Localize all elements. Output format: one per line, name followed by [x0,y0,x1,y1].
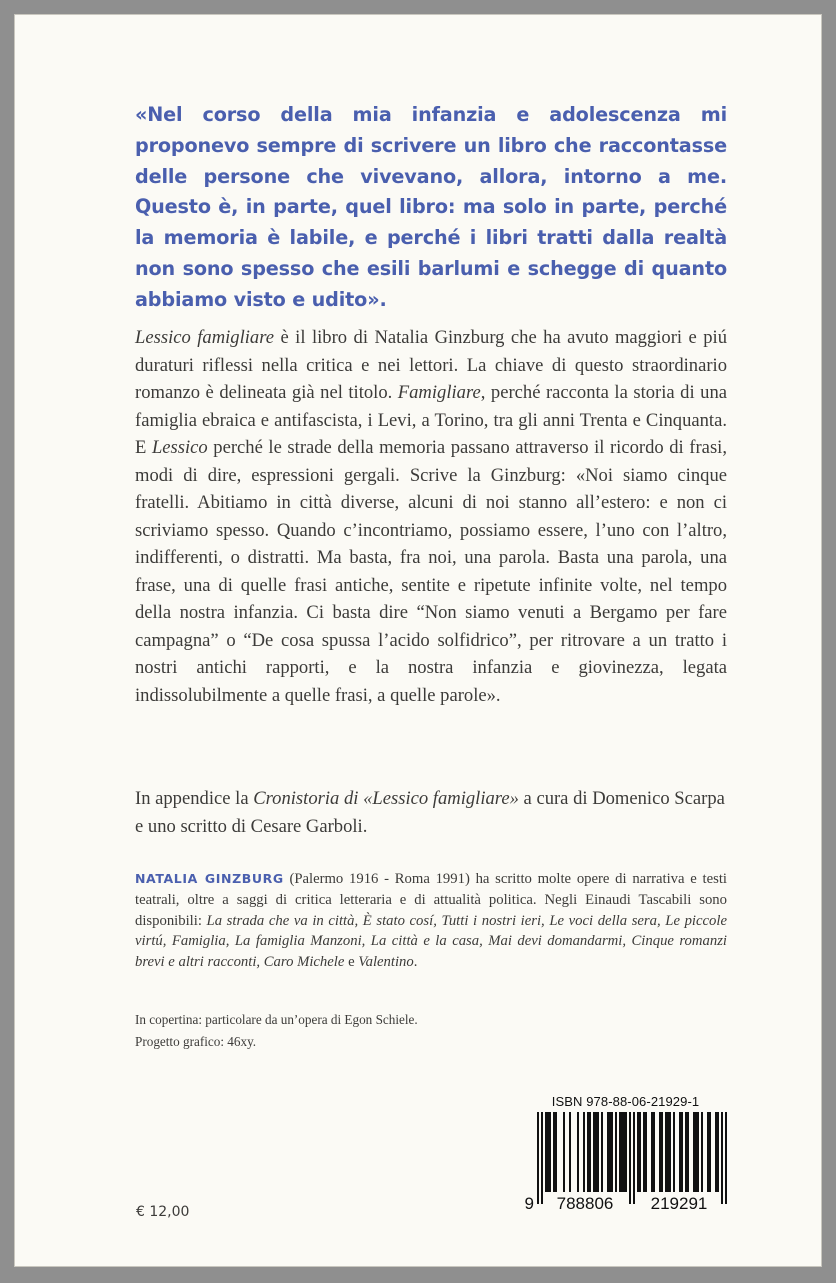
author-last-work: Valentino [358,954,414,971]
barcode-bar [645,1112,647,1192]
author-name: NATALIA GINZBURG [135,871,284,886]
barcode-bar [709,1112,711,1192]
barcode-bar [609,1112,611,1192]
barcode-bar [695,1112,697,1192]
appendix-after: a cura di Domenico Scarpa e uno scritto di Cesare Garboli. [135,788,725,837]
credits [135,1009,727,1053]
isbn-label: ISBN 978-88-06-21929-1 [551,1094,700,1109]
barcode-bar [697,1112,699,1192]
barcode-bar [621,1112,623,1192]
barcode-bar [625,1112,627,1192]
barcode-bar [639,1112,641,1192]
pull-quote-text: «Nel corso della mia infanzia e adolescenza mi proponevo sempre di scrivere un libro che raccontasse delle persone che vivevano, allora, intorno a me. Questo è, in parte, quel libro: ma solo in parte, perché la memoria è labile, e perché i libri tratti dalla realtà non sono spesso che esili barlumi e schegge di quanto abbiamo visto e udito». [135,103,727,311]
barcode-bar [537,1112,539,1204]
barcode-bar [577,1112,579,1192]
barcode-bar [707,1112,709,1192]
appendix-title: Cronistoria di «Lessico famigliare» [253,788,519,809]
barcode-bar [681,1112,683,1192]
barcode-bar [721,1112,723,1204]
barcode-bar [601,1112,603,1192]
barcode-bar [643,1112,645,1192]
barcode-bar [665,1112,667,1192]
barcode-bar [717,1112,719,1192]
cover-credit: In copertina: particolare da un’opera di Egon Schiele. [135,1012,418,1027]
barcode-bar [607,1112,609,1192]
barcode-bar [653,1112,655,1192]
barcode-bar [701,1112,703,1192]
appendix-note [135,785,727,840]
barcode-bar [569,1112,571,1192]
barcode-bar [593,1112,595,1192]
author-bio-text: (Palermo 1916 - Roma 1991) ha scritto molte opere di narrativa e testi teatrali, oltre a saggi di critica letteraria e di attualità politica. Negli Einaudi Tascabili sono disponibili: [135,871,727,929]
barcode-bar [549,1112,551,1192]
barcode-bar [651,1112,653,1192]
barcode-bar [637,1112,639,1192]
barcode-digits-right: 219291 [650,1194,708,1210]
barcode-bar [667,1112,669,1192]
description-lessico: Lessico [151,437,208,458]
barcode-bar [629,1112,631,1204]
barcode-bar [595,1112,597,1192]
description-famigliare: Famigliare [397,382,481,403]
barcode-bar [615,1112,617,1192]
pull-quote [135,100,727,316]
isbn-barcode [523,1112,728,1210]
barcode-bar [597,1112,599,1192]
barcode-bar [545,1112,547,1192]
author-works: La strada che va in città, È stato cosí, Tutti i nostri ieri, Le voci della sera, Le piccole virtú, Famiglia, La famiglia Manzoni, La città e la casa, Mai devi domandarmi, Cinque romanzi brevi e altri racconti, Caro Michele [135,912,727,971]
barcode-bar [619,1112,621,1192]
barcode-bar [547,1112,549,1192]
book-description [135,324,727,709]
appendix-before: In appendice la [135,788,254,809]
barcode-bar [587,1112,589,1192]
barcode-bar [725,1112,727,1204]
author-bio [135,869,727,973]
barcode-bar [623,1112,625,1192]
barcode-bar [687,1112,689,1192]
barcode-bar [659,1112,661,1192]
barcode-digits-left: 788806 [556,1194,614,1210]
description-part-2: , perché racconta la storia di una famiglia ebraica e antifascista, i Levi, a Torino, tra gli anni Trenta e Cinquanta. E [135,382,727,458]
author-works-and: e [344,954,359,971]
barcode-bar [541,1112,543,1204]
barcode-bar [679,1112,681,1192]
barcode-bar [693,1112,695,1192]
description-title: Lessico famigliare [135,327,275,348]
barcode-digit-first: 9 [524,1194,534,1210]
barcode-bar [673,1112,675,1192]
barcode-bar [589,1112,591,1192]
description-part-3: perché le strade della memoria passano attraverso il ricordo di frasi, modi di dire, espressioni gergali. Scrive la Ginzburg: «Noi siamo cinque fratelli. Abitiamo in città diverse, alcuni di noi stanno all’estero: e non ci scriviamo spesso. Quando c’incontriamo, possiamo essere, l’uno con l’altro, indifferenti, o distratti. Ma basta, fra noi, una parola. Basta una parola, una frase, una di quelle frasi antiche, sentite e ripetute infinite volte, nel tempo della nostra infanzia. Ci basta dire “Non siamo venuti a Bergamo per fare campagna” o “De cosa spussa l’acido solfidrico”, per ritrovare a un tratto i nostri antichi rapporti, e la nostra infanzia e giovinezza, legata indissolubilmente a quelle frasi, a quelle parole». [135,437,727,706]
author-bio-end: . [413,954,418,971]
barcode-bar [555,1112,557,1192]
barcode-bar [611,1112,613,1192]
barcode-bar [633,1112,635,1204]
barcode-bar [553,1112,555,1192]
design-credit: Progetto grafico: 46xy. [135,1034,257,1049]
barcode-bar [563,1112,565,1192]
description-part-1: è il libro di Natalia Ginzburg che ha avuto maggiori e piú duraturi riflessi nella critica e nei lettori. La chiave di questo straordinario romanzo è delineata già nel titolo. [135,327,727,403]
barcode-bar [661,1112,663,1192]
barcode-bar [669,1112,671,1192]
barcode-bar [685,1112,687,1192]
price-label: € 12,00 [136,1204,190,1220]
barcode-bar [583,1112,585,1192]
barcode-bar [715,1112,717,1192]
book-back-cover [14,14,822,1267]
